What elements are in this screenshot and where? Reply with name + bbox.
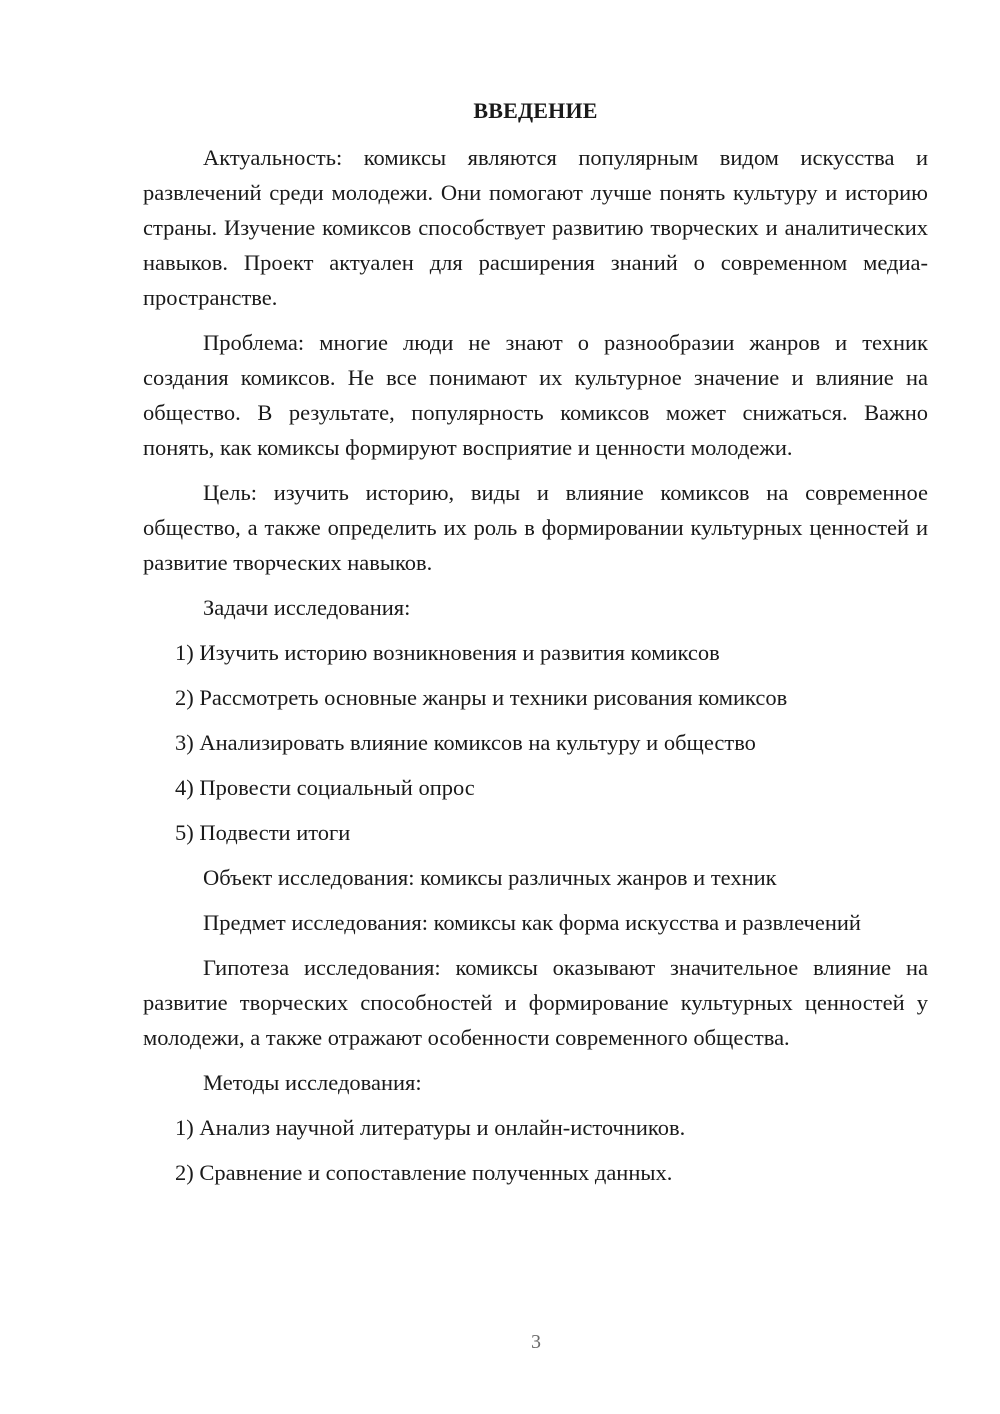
- list-item: 4) Провести социальный опрос: [175, 775, 475, 800]
- list-item: 2) Сравнение и сопоставление полученных данных.: [175, 1160, 673, 1185]
- tasks-heading: Задачи исследования:: [203, 595, 411, 620]
- list-item: 1) Изучить историю возникновения и развития комиксов: [175, 640, 720, 665]
- goal-paragraph: Цель: изучить историю, виды и влияние комиксов на современное общество, а также определить их роль в формировании культурных ценностей и развитие творческих навыков.: [143, 480, 928, 575]
- page-content: [143, 96, 928, 1200]
- list-item: 2) Рассмотреть основные жанры и техники рисования комиксов: [175, 685, 788, 710]
- list-item: 1) Анализ научной литературы и онлайн-источников.: [175, 1115, 686, 1140]
- hypothesis-paragraph: Гипотеза исследования: комиксы оказывают значительное влияние на развитие творческих способностей и формирование культурных ценностей у молодежи, а также отражают особенности современного общества.: [143, 955, 928, 1050]
- tasks-list: [143, 635, 928, 850]
- page-title: ВВЕДЕНИЕ: [473, 98, 598, 123]
- list-item: 5) Подвести итоги: [175, 820, 351, 845]
- object-paragraph: Объект исследования: комиксы различных жанров и техник: [203, 865, 777, 890]
- list-item: 3) Анализировать влияние комиксов на культуру и общество: [175, 730, 756, 755]
- methods-heading: Методы исследования:: [203, 1070, 422, 1095]
- subject-paragraph: Предмет исследования: комиксы как форма искусства и развлечений: [203, 910, 861, 935]
- page-number: 3: [531, 1331, 541, 1353]
- problem-paragraph: Проблема: многие люди не знают о разнообразии жанров и техник создания комиксов. Не все понимают их культурное значение и влияние на общество. В результате, популярность комиксов может снижаться. Важно понять, как комиксы формируют восприятие и ценности молодежи.: [143, 330, 928, 460]
- relevance-paragraph: Актуальность: комиксы являются популярным видом искусства и развлечений среди молодежи. Они помогают лучше понять культуру и историю страны. Изучение комиксов способствует развитию творческих и аналитических навыков. Проект актуален для расширения знаний о современном медиа-пространстве.: [143, 145, 928, 310]
- methods-list: [143, 1110, 928, 1190]
